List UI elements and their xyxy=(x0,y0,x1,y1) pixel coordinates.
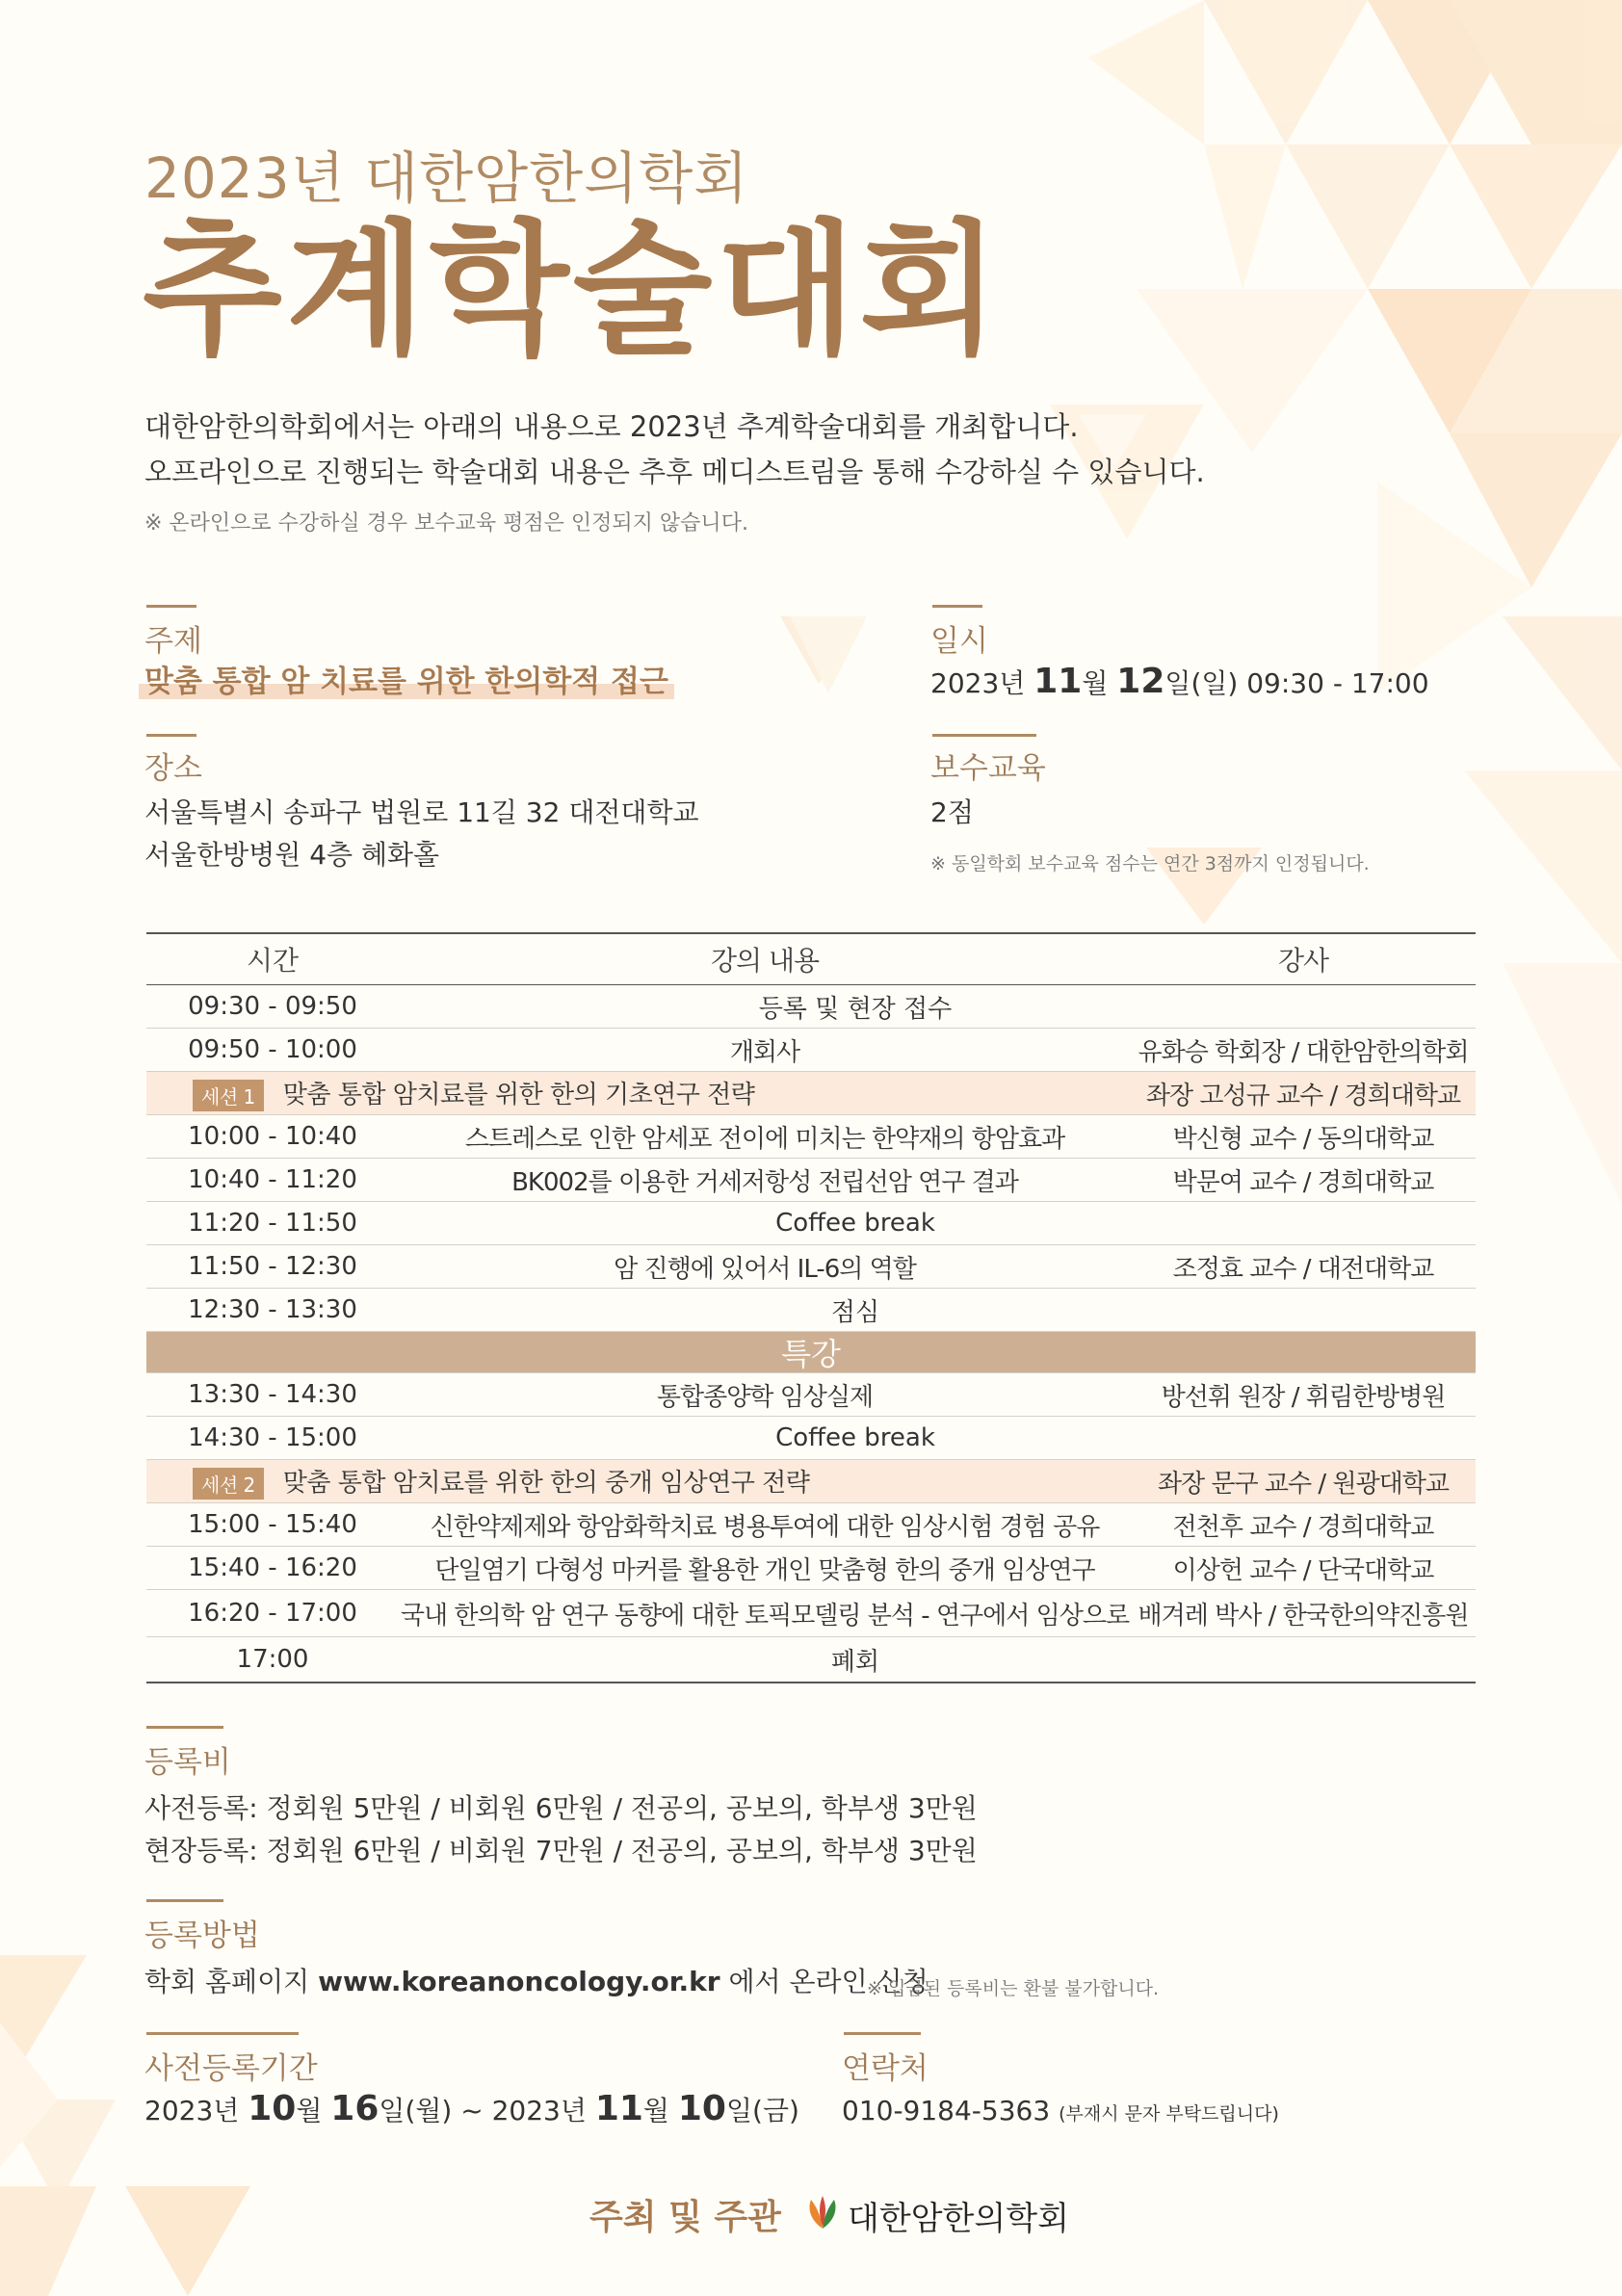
session-badge: 세션 2 xyxy=(193,1468,264,1500)
host-label: 주최 및 주관 xyxy=(589,2198,781,2237)
table-row xyxy=(146,1159,1476,1202)
row-speaker: 이상헌 교수 / 단국대학교 xyxy=(1172,1555,1434,1585)
row-lecture: 개회사 xyxy=(729,1037,800,1067)
schedule-table xyxy=(146,932,1476,1683)
row-speaker: 유화승 학회장 / 대한암한의학회 xyxy=(1138,1037,1469,1067)
row-speaker: 조정효 교수 / 대전대학교 xyxy=(1172,1254,1434,1284)
session-chair: 좌장 문구 교수 / 원광대학교 xyxy=(1157,1469,1450,1499)
row-lecture: 국내 한의학 암 연구 동향에 대한 토픽모델링 분석 - 연구에서 임상으로 xyxy=(400,1601,1130,1631)
row-speaker: 전천후 교수 / 경희대학교 xyxy=(1172,1512,1434,1542)
row-time: 09:30 - 09:50 xyxy=(188,992,357,1021)
row-speaker: 박신형 교수 / 동의대학교 xyxy=(1172,1124,1434,1154)
venue-text xyxy=(144,792,699,876)
header-speaker: 강사 xyxy=(1277,945,1329,977)
fee-pre: 사전등록: 정회원 5만원 / 비회원 6만원 / 전공의, 공보의, 학부생 3만원 xyxy=(144,1792,978,1824)
intro xyxy=(144,404,1205,495)
theme-label: 주제 xyxy=(144,624,202,659)
session-row xyxy=(146,1460,1476,1503)
date-text: 2023년 11월 12일(일) 09:30 - 17:00 xyxy=(930,662,1429,701)
row-speaker: 배겨레 박사 / 한국한의약진흥원 xyxy=(1138,1601,1469,1631)
table-row xyxy=(146,1417,1476,1460)
table-row xyxy=(146,1503,1476,1547)
theme-text xyxy=(139,661,674,703)
credit-note: ※ 동일학회 보수교육 점수는 연간 3점까지 인정됩니다. xyxy=(930,853,1370,874)
row-event: 등록 및 현장 접수 xyxy=(758,994,953,1024)
contact-label: 연락처 xyxy=(842,2051,929,2086)
row-time: 16:20 - 17:00 xyxy=(188,1599,357,1628)
row-event: 폐회 xyxy=(830,1647,880,1677)
table-row xyxy=(146,1289,1476,1332)
row-lecture: 신한약제제와 항암화학치료 병용투여에 대한 임상시험 경험 공유 xyxy=(430,1512,1100,1542)
section-bar xyxy=(844,2032,921,2035)
contact-text xyxy=(842,2090,1279,2135)
row-time: 13:30 - 14:30 xyxy=(188,1380,357,1409)
row-time: 09:50 - 10:00 xyxy=(188,1035,357,1064)
venue-line: 서울한방병원 4층 혜화홀 xyxy=(144,839,440,871)
credit-value: 2점 xyxy=(930,796,974,828)
row-event: Coffee break xyxy=(775,1209,935,1238)
row-event: 점심 xyxy=(830,1297,880,1327)
row-time: 12:30 - 13:30 xyxy=(188,1295,357,1324)
homepage-link[interactable]: www.koreanoncology.or.kr xyxy=(318,1966,720,1997)
section-bar xyxy=(932,734,1036,737)
header-content: 강의 내용 xyxy=(710,945,820,977)
session-title xyxy=(146,1075,1131,1111)
method-label: 등록방법 xyxy=(144,1918,260,1953)
row-time: 17:00 xyxy=(236,1645,309,1674)
section-bar xyxy=(146,2032,299,2035)
table-row xyxy=(146,1245,1476,1289)
venue-label: 장소 xyxy=(144,751,202,786)
row-event: Coffee break xyxy=(775,1423,935,1452)
row-lecture: 단일염기 다형성 마커를 활용한 개인 맞춤형 한의 중개 임상연구 xyxy=(434,1555,1095,1585)
section-bar xyxy=(146,1899,223,1902)
row-time: 10:00 - 10:40 xyxy=(188,1122,357,1151)
special-lecture-label: 특강 xyxy=(781,1336,841,1372)
table-row xyxy=(146,1029,1476,1072)
period-label: 사전등록기간 xyxy=(144,2051,318,2086)
row-time: 11:20 - 11:50 xyxy=(188,1209,357,1238)
table-row xyxy=(146,1590,1476,1637)
session-title xyxy=(146,1463,1131,1500)
event-title: 추계학술대회 xyxy=(143,207,1004,375)
method-note: ※ 입금된 등록비는 환불 불가합니다. xyxy=(867,1978,1160,1999)
section-bar xyxy=(146,605,196,608)
table-row xyxy=(146,985,1476,1029)
intro-note: ※ 온라인으로 수강하실 경우 보수교육 평점은 인정되지 않습니다. xyxy=(144,511,748,535)
society-logo-icon xyxy=(803,2194,842,2232)
intro-line: 오프라인으로 진행되는 학술대회 내용은 추후 메디스트림을 통해 수강하실 수 있습니다. xyxy=(144,456,1205,488)
row-time: 14:30 - 15:00 xyxy=(188,1423,357,1452)
session-chair: 좌장 고성규 교수 / 경희대학교 xyxy=(1145,1081,1461,1110)
fee-list xyxy=(144,1787,978,1872)
event-subtitle: 2023년 대한암한의학회 xyxy=(144,145,749,211)
date-label: 일시 xyxy=(930,624,988,659)
contact-note: (부재시 문자 부탁드립니다) xyxy=(1059,2103,1279,2125)
venue-line: 서울특별시 송파구 법원로 11길 32 대전대학교 xyxy=(144,796,699,828)
section-bar xyxy=(146,734,196,737)
table-row xyxy=(146,1115,1476,1159)
row-speaker: 박문여 교수 / 경희대학교 xyxy=(1172,1167,1434,1197)
header-time: 시간 xyxy=(246,945,300,977)
row-time: 11:50 - 12:30 xyxy=(188,1252,357,1281)
table-header xyxy=(146,934,1476,985)
session-topic: 맞춤 통합 암치료를 위한 한의 중개 임상연구 전략 xyxy=(282,1469,810,1498)
session-row xyxy=(146,1072,1476,1115)
method-text: 학회 홈페이지 www.koreanoncology.or.kr 에서 온라인 신청 xyxy=(144,1966,929,1997)
session-badge: 세션 1 xyxy=(193,1080,264,1111)
fee-label: 등록비 xyxy=(144,1745,231,1780)
table-row xyxy=(146,1202,1476,1245)
table-row xyxy=(146,1547,1476,1590)
row-lecture: 통합종양학 임상실제 xyxy=(656,1382,874,1412)
row-time: 15:00 - 15:40 xyxy=(188,1510,357,1539)
fee-onsite: 현장등록: 정회원 6만원 / 비회원 7만원 / 전공의, 공보의, 학부생 3만원 xyxy=(144,1835,978,1866)
table-row xyxy=(146,1373,1476,1417)
special-lecture-row xyxy=(146,1332,1476,1373)
section-bar xyxy=(932,605,982,608)
table-row xyxy=(146,1637,1476,1682)
session-topic: 맞춤 통합 암치료를 위한 한의 기초연구 전략 xyxy=(282,1081,755,1109)
society-name: 대한암한의학회 xyxy=(848,2200,1069,2238)
row-lecture: 스트레스로 인한 암세포 전이에 미치는 한약재의 항암효과 xyxy=(464,1124,1065,1154)
theme-highlight: 맞춤 통합 암 치료를 위한 한의학적 접근 xyxy=(139,665,674,699)
credit-label: 보수교육 xyxy=(930,751,1046,786)
row-speaker: 방선휘 원장 / 휘림한방병원 xyxy=(1161,1382,1446,1412)
row-lecture: BK002를 이용한 거세저항성 전립선암 연구 결과 xyxy=(511,1167,1018,1197)
contact-phone[interactable]: 010-9184-5363 xyxy=(842,2095,1051,2126)
row-time: 15:40 - 16:20 xyxy=(188,1553,357,1582)
period-text: 2023년 10월 16일(월) ~ 2023년 11월 10일(금) xyxy=(144,2089,799,2128)
row-time: 10:40 - 11:20 xyxy=(188,1165,357,1194)
section-bar xyxy=(146,1726,223,1729)
row-lecture: 암 진행에 있어서 IL-6의 역할 xyxy=(614,1254,916,1284)
intro-line: 대한암한의학회에서는 아래의 내용으로 2023년 추계학술대회를 개최합니다. xyxy=(144,410,1079,443)
